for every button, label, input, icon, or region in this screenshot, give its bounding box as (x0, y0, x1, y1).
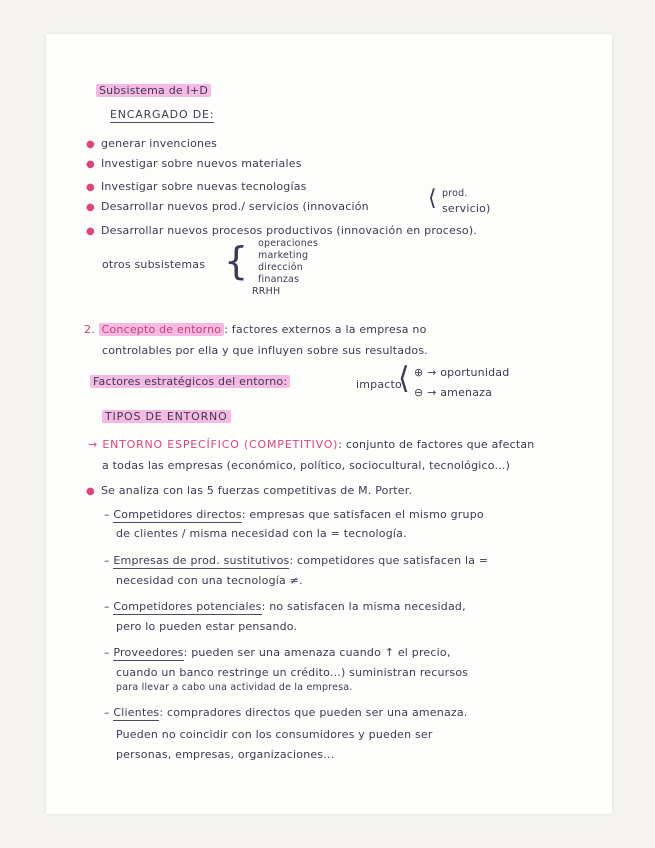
fuerza-line: personas, empresas, organizaciones... (116, 748, 335, 761)
subsistema-item: dirección (258, 262, 303, 273)
brace-icon: { (224, 239, 249, 283)
bullet-item: ● generar invenciones (86, 137, 218, 150)
fuerza-competidores-directos: – Competidores directos: empresas que satisfacen el mismo grupo (104, 508, 484, 521)
fuerza-line: pero lo pueden estar pensando. (116, 620, 298, 633)
porter-line: ● Se analiza con las 5 fuerzas competitivas de M. Porter. (86, 484, 413, 497)
heading-subsistema-id: Subsistema de I+D (96, 84, 211, 97)
innovacion-option: prod. (442, 188, 468, 199)
subsistema-item: operaciones (258, 238, 319, 249)
bullet-item: ● Investigar sobre nuevas tecnologías (86, 180, 307, 193)
subsistema-item: marketing (258, 250, 309, 261)
bullet-dot-icon: ● (86, 202, 95, 213)
impacto-label: impacto (356, 378, 402, 391)
tipos-entorno-heading: TIPOS DE ENTORNO (102, 410, 231, 423)
bullet-dot-icon: ● (86, 159, 95, 170)
bullet-dot-icon: ● (86, 226, 95, 237)
fuerza-line: para llevar a cabo una actividad de la empresa. (116, 682, 353, 693)
fuerza-clientes: – Clientes: compradores directos que pueden ser una amenaza. (104, 706, 468, 719)
otros-subsistemas-label: otros subsistemas (102, 258, 206, 271)
entorno-especifico-line: a todas las empresas (económico, político, sociocultural, tecnológico...) (102, 459, 511, 472)
bullet-dot-icon: ● (86, 182, 95, 193)
brace-icon: ⟨ (398, 361, 410, 396)
fuerza-line: necesidad con una tecnología ≠. (116, 574, 303, 587)
fuerza-line: de clientes / misma necesidad con la = tecnología. (116, 527, 407, 540)
fuerza-potenciales: – Competidores potenciales: no satisfacen la misma necesidad, (104, 600, 466, 613)
fuerza-line: Pueden no coincidir con los consumidores y pueden ser (116, 728, 433, 741)
bullet-dot-icon: ● (86, 139, 95, 150)
subsistema-item: RRHH (252, 286, 281, 297)
encargado-label: ENCARGADO DE: (110, 108, 215, 121)
fuerza-line: cuando un banco restringe un crédito...) suministran recursos (116, 666, 469, 679)
section-2-title: 2. Concepto de entorno : factores externos a la empresa no (84, 323, 427, 336)
bullet-item: ● Desarrollar nuevos prod./ servicios (innovación (86, 200, 369, 213)
bullet-item: ● Investigar sobre nuevos materiales (86, 157, 302, 170)
fuerza-sustitutivos: – Empresas de prod. sustitutivos: competidores que satisfacen la = (104, 554, 489, 567)
notebook-page (46, 34, 612, 814)
impacto-negative: ⊖ → amenaza (414, 386, 493, 399)
section-2-definition: controlables por ella y que influyen sobre sus resultados. (102, 344, 428, 357)
bullet-item: ● Desarrollar nuevos procesos productivos (innovación en proceso). (86, 224, 478, 237)
bullet-dot-icon: ● (86, 486, 95, 497)
factores-title: Factores estratégicos del entorno: (90, 375, 290, 388)
subsistema-item: finanzas (258, 274, 300, 285)
brace-icon: ⟨ (428, 186, 437, 211)
impacto-positive: ⊕ → oportunidad (414, 366, 510, 379)
entorno-especifico-line: → ENTORNO ESPECÍFICO (COMPETITIVO): conjunto de factores que afectan (88, 438, 535, 451)
fuerza-proveedores: – Proveedores: pueden ser una amenaza cuando ↑ el precio, (104, 646, 451, 659)
innovacion-option: servicio) (442, 202, 491, 215)
